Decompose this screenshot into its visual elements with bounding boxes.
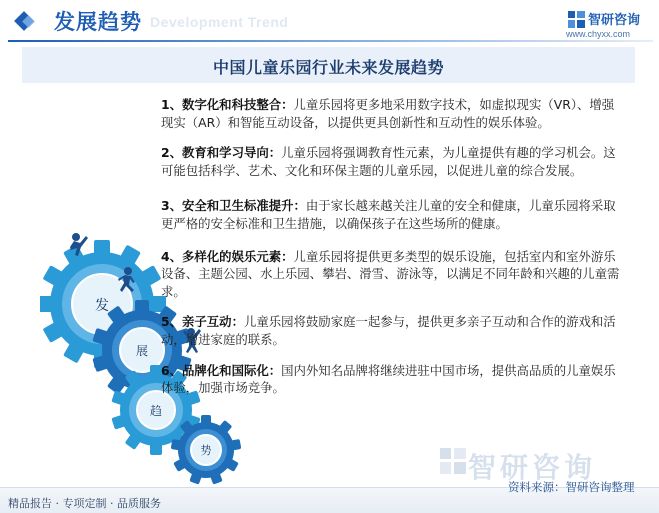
trend-item (161, 144, 623, 179)
watermark-text: 智研咨询 (468, 451, 597, 484)
header-rule (8, 40, 653, 42)
diamond-icon (14, 11, 36, 33)
trend-item (161, 96, 623, 131)
source-note: 资料来源：智研咨询整理 (508, 480, 635, 494)
gear-label-zhan: 展 (135, 344, 149, 358)
trend-item-text: 儿童乐园将提供更多类型的娱乐设施，包括室内和室外游乐设备、主题公园、水上乐园、攀岩、滑雪、游泳等，以满足不同年龄和兴趣的儿童需求。 (161, 248, 620, 299)
gear-label-fa: 发 (95, 298, 109, 314)
section-title-en: Development Trend (150, 14, 289, 30)
trend-item-lead: 1、数字化和科技整合： (161, 97, 294, 112)
trend-item-text: 儿童乐园将强调教育性元素，为儿童提供有趣的学习机会。这可能包括科学、艺术、文化和环保主题的儿童乐园，以促进儿童的综合发展。 (161, 145, 616, 178)
trend-item (161, 248, 623, 301)
trend-item (161, 197, 623, 232)
gear-shi (171, 415, 242, 485)
watermark-logo-icon (440, 448, 466, 474)
trend-item-lead: 2、教育和学习导向： (161, 145, 282, 161)
trend-list (161, 96, 623, 410)
trend-item-lead: 3、安全和卫生标准提升： (161, 198, 306, 214)
section-title: 发展趋势 (54, 10, 142, 34)
trend-item-lead: 6、品牌化和国际化： (161, 362, 282, 378)
trend-item-lead: 5、亲子互动： (161, 314, 244, 330)
gear-label-shi: 势 (200, 444, 212, 457)
main-title: 中国儿童乐园行业未来发展趋势 (212, 58, 444, 77)
brand-name: 智研咨询 (588, 13, 641, 28)
trend-item-text: 国内外知名品牌将继续进驻中国市场，提供高品质的儿童娱乐体验，加强市场竞争。 (161, 362, 616, 396)
footer-slogan: 精品报告 · 专项定制 · 品质服务 (8, 497, 161, 510)
trend-item-text: 由于家长越来越关注儿童的安全和健康，儿童乐园将采取更严格的安全标准和卫生措施，以确保孩子在这些场所的健康。 (161, 198, 616, 231)
header (0, 0, 659, 46)
trend-item-lead: 4、多样化的娱乐元素： (161, 248, 294, 264)
trend-item (161, 313, 623, 348)
zhiyan-logo-icon (568, 11, 585, 28)
brand-url: www.chyxx.com (566, 29, 631, 39)
gear-label-qu: 趋 (149, 404, 163, 418)
trend-item (161, 362, 623, 397)
trend-item-text: 儿童乐园将更多地采用数字技术，如虚拟现实（VR）、增强现实（AR）和智能互动设备，以提供更具创新性和互动性的娱乐体验。 (161, 97, 615, 130)
trend-item-text: 儿童乐园将鼓励家庭一起参与，提供更多亲子互动和合作的游戏和活动，增进家庭的联系。 (161, 314, 616, 347)
